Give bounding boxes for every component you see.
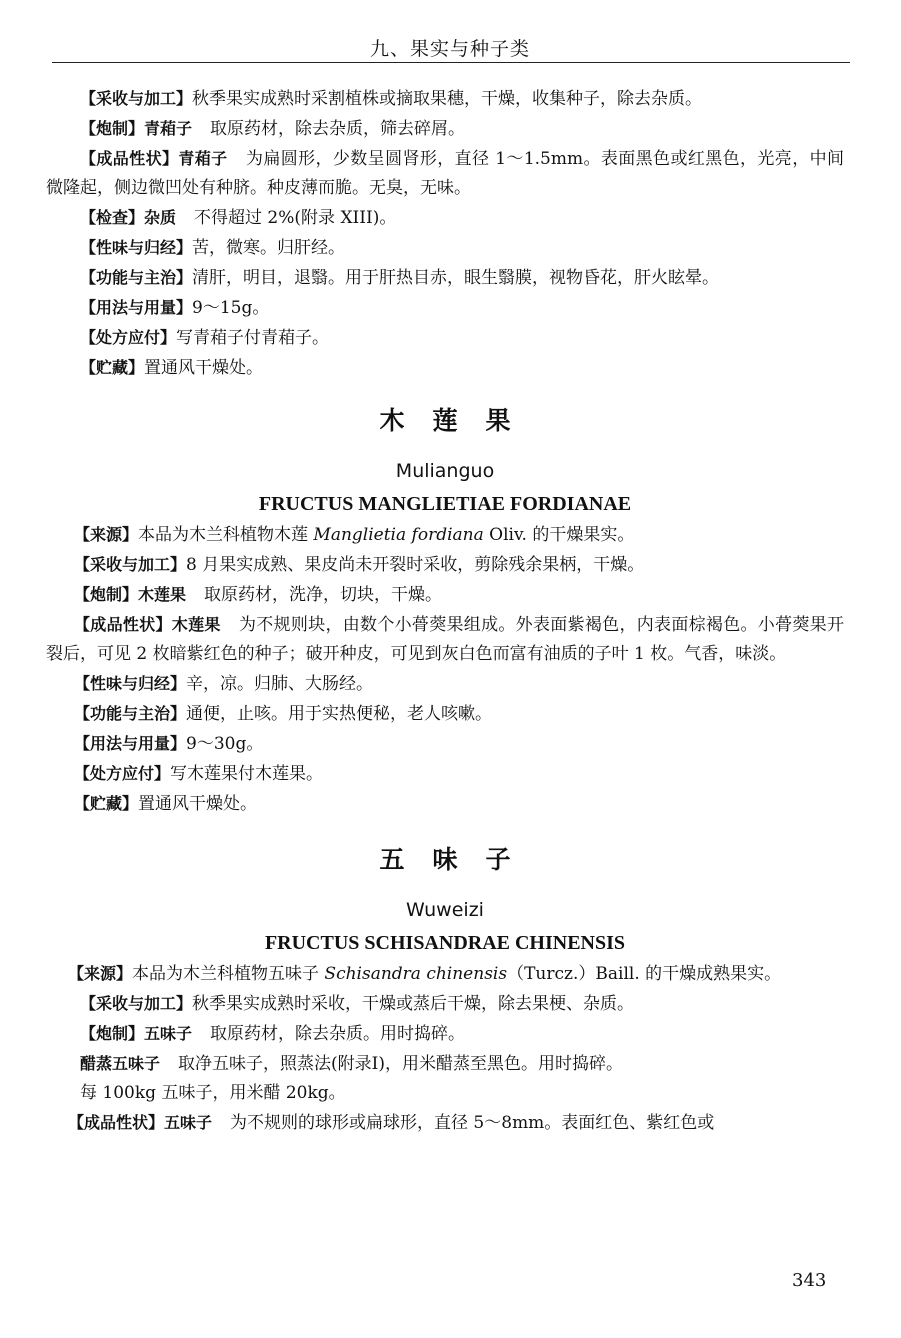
s3-processing bbox=[46, 1019, 844, 1049]
s1-inspection-label: 【检查】 bbox=[80, 208, 145, 227]
s3-latin-name: FRUCTUS SCHISANDRAE CHINENSIS bbox=[264, 932, 626, 954]
s1-dosage-label: 【用法与用量】 bbox=[80, 298, 193, 317]
s2-prescription bbox=[46, 759, 844, 789]
s2-source-text-before: 本品为木兰科植物木莲 bbox=[138, 525, 314, 545]
s3-title: 五味子 bbox=[379, 845, 539, 874]
s1-harvest-label: 【采收与加工】 bbox=[80, 89, 193, 108]
s1-properties-text: 为扁圆形，少数呈圆肾形，直径 1～1.5mm。表面黑色或红黑色，光亮，中间微隆起，侧边微凹处有种脐。种皮薄而脆。无臭，无味。 bbox=[46, 149, 844, 198]
s1-storage-label: 【贮藏】 bbox=[80, 358, 145, 377]
s1-prescription bbox=[46, 323, 844, 353]
page-number: 343 bbox=[792, 1270, 827, 1291]
s2-dosage-label: 【用法与用量】 bbox=[74, 734, 187, 753]
s3-vinegar-term: 醋蒸五味子 bbox=[80, 1054, 161, 1073]
s2-title: 木莲果 bbox=[379, 406, 539, 435]
s2-dosage bbox=[46, 729, 844, 759]
s2-processing-text: 取原药材，洗净，切块，干燥。 bbox=[204, 585, 443, 605]
s2-source-species: Manglietia fordiana bbox=[313, 525, 484, 545]
s2-storage-label: 【贮藏】 bbox=[74, 794, 139, 813]
s3-pinyin: Wuweizi bbox=[406, 899, 484, 921]
s3-harvest bbox=[46, 989, 844, 1019]
s3-source-text-after: （Turcz.）Baill. 的干燥成熟果实。 bbox=[507, 964, 782, 984]
s2-processing-label: 【炮制】 bbox=[74, 585, 139, 604]
s3-ratio-text: 每 100kg 五味子，用米醋 20kg。 bbox=[80, 1083, 346, 1103]
s1-function-text: 清肝，明目，退翳。用于肝热目赤，眼生翳膜，视物昏花，肝火眩晕。 bbox=[192, 268, 720, 288]
s2-properties-text: 为不规则块，由数个小蓇葖果组成。外表面紫褐色，内表面棕褐色。小蓇葖果开裂后，可见 2 枚暗紫红色的种子；破开种皮，可见到灰白色而富有油质的子叶 1 枚。气香，味淡。 bbox=[46, 615, 844, 664]
s2-nature-text: 辛，凉。归肺、大肠经。 bbox=[186, 674, 374, 694]
s2-storage bbox=[46, 789, 844, 819]
s3-vinegar bbox=[46, 1049, 844, 1079]
s3-source-species: Schisandra chinensis bbox=[324, 964, 508, 984]
s1-nature-label: 【性味与归经】 bbox=[80, 238, 193, 257]
s1-inspection bbox=[46, 203, 844, 233]
s1-storage-text: 置通风干燥处。 bbox=[144, 358, 264, 378]
s2-nature bbox=[46, 669, 844, 699]
s2-source bbox=[46, 520, 844, 550]
s2-function-label: 【功能与主治】 bbox=[74, 704, 187, 723]
s3-source-label: 【来源】 bbox=[68, 964, 133, 983]
s1-processing-label: 【炮制】 bbox=[80, 119, 145, 138]
s1-function bbox=[46, 263, 844, 293]
s2-properties-label: 【成品性状】 bbox=[74, 615, 172, 634]
s3-harvest-label: 【采收与加工】 bbox=[80, 994, 193, 1013]
s3-properties bbox=[34, 1108, 844, 1138]
s1-properties bbox=[46, 144, 844, 203]
s1-nature-text: 苦，微寒。归肝经。 bbox=[192, 238, 346, 258]
s1-nature bbox=[46, 233, 844, 263]
s2-harvest bbox=[46, 550, 844, 580]
s1-processing-text: 取原药材，除去杂质，筛去碎屑。 bbox=[210, 119, 466, 139]
s1-harvest-text: 秋季果实成熟时采割植株或摘取果穗，干燥，收集种子，除去杂质。 bbox=[192, 89, 703, 109]
s3-ratio bbox=[46, 1079, 844, 1108]
s2-function bbox=[46, 699, 844, 729]
s1-dosage bbox=[46, 293, 844, 323]
s3-properties-text: 为不规则的球形或扁球形，直径 5～8mm。表面红色、紫红色或 bbox=[230, 1113, 715, 1133]
s2-nature-label: 【性味与归经】 bbox=[74, 674, 187, 693]
s3-processing-label: 【炮制】 bbox=[80, 1024, 145, 1043]
s2-prescription-text: 写木莲果付木莲果。 bbox=[170, 764, 324, 784]
s3-harvest-text: 秋季果实成熟时采收，干燥或蒸后干燥，除去果梗、杂质。 bbox=[192, 994, 635, 1014]
s1-properties-term: 青葙子 bbox=[178, 149, 228, 168]
s2-pinyin: Mulianguo bbox=[395, 460, 495, 482]
s1-harvest bbox=[46, 84, 844, 114]
s2-properties bbox=[46, 610, 844, 669]
s1-processing-term: 青葙子 bbox=[144, 119, 193, 138]
page-content bbox=[46, 84, 844, 1138]
s2-properties-term: 木莲果 bbox=[171, 615, 221, 634]
s2-storage-text: 置通风干燥处。 bbox=[138, 794, 258, 814]
s1-prescription-text: 写青葙子付青葙子。 bbox=[176, 328, 330, 348]
s3-source bbox=[34, 959, 844, 989]
s2-processing bbox=[46, 580, 844, 610]
s2-function-text: 通便，止咳。用于实热便秘，老人咳嗽。 bbox=[186, 704, 493, 724]
s3-properties-term: 五味子 bbox=[164, 1113, 213, 1132]
s2-source-text-after: Oliv. 的干燥果实。 bbox=[483, 525, 635, 545]
s1-processing bbox=[46, 114, 844, 144]
s3-processing-text: 取原药材，除去杂质。用时捣碎。 bbox=[210, 1024, 466, 1044]
running-title: 九、果实与种子类 bbox=[370, 38, 531, 60]
s2-processing-term: 木莲果 bbox=[138, 585, 187, 604]
s1-dosage-text: 9～15g。 bbox=[192, 298, 270, 318]
s3-source-text-before: 本品为木兰科植物五味子 bbox=[132, 964, 325, 984]
s1-storage bbox=[46, 353, 844, 383]
s2-harvest-text: 8 月果实成熟、果皮尚未开裂时采收，剪除残余果柄，干燥。 bbox=[186, 555, 645, 575]
s3-vinegar-text: 取净五味子，照蒸法(附录Ⅰ)，用米醋蒸至黑色。用时捣碎。 bbox=[178, 1054, 623, 1074]
header-rule bbox=[52, 62, 850, 63]
s3-properties-label: 【成品性状】 bbox=[68, 1113, 165, 1132]
s2-source-label: 【来源】 bbox=[74, 525, 139, 544]
s2-dosage-text: 9～30g。 bbox=[186, 734, 264, 754]
s2-harvest-label: 【采收与加工】 bbox=[74, 555, 187, 574]
s3-processing-term: 五味子 bbox=[144, 1024, 193, 1043]
s1-properties-label: 【成品性状】 bbox=[80, 149, 179, 168]
s2-prescription-label: 【处方应付】 bbox=[74, 764, 171, 783]
s1-prescription-label: 【处方应付】 bbox=[80, 328, 177, 347]
s1-inspection-term: 杂质 bbox=[144, 208, 177, 227]
s1-inspection-text: 不得超过 2%(附录 XIII)。 bbox=[194, 208, 397, 228]
s1-function-label: 【功能与主治】 bbox=[80, 268, 193, 287]
s2-latin-name: FRUCTUS MANGLIETIAE FORDIANAE bbox=[258, 493, 632, 515]
